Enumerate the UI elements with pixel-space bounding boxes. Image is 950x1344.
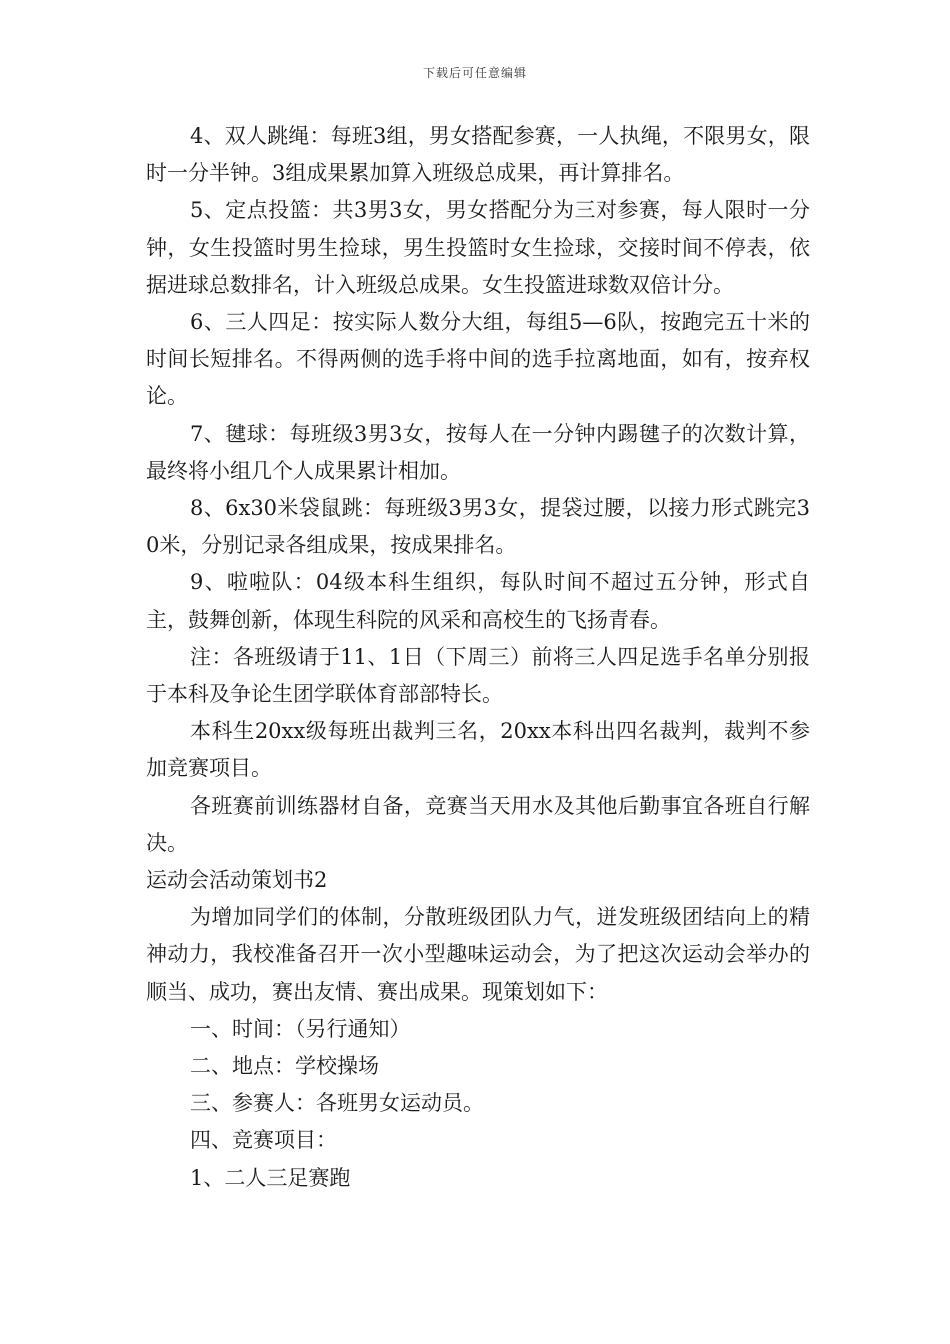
paragraph-event-1: 1、二人三足赛跑 bbox=[190, 1165, 351, 1190]
paragraph-events-heading: 四、竞赛项目： bbox=[190, 1128, 337, 1153]
paragraph-cheerleading: 9、啦啦队：04级本科生组织，每队时间不超过五分钟，形式自主，鼓舞创新，体现生科院的风采和高校生的飞扬青春。 bbox=[146, 570, 810, 632]
paragraph-sack-race: 8、6x30米袋鼠跳：每班级3男3女，提袋过腰，以接力形式跳完30米，分别记录各组成果，按成果排名。 bbox=[146, 496, 810, 558]
paragraph-shuttlecock: 7、毽球：每班级3男3女，按每人在一分钟内踢毽子的次数计算，最终将小组几个人成果累计相加。 bbox=[146, 421, 810, 483]
page-header: 下载后可任意编辑 bbox=[422, 66, 527, 80]
section-heading: 运动会活动策划书2 bbox=[146, 868, 328, 893]
document-body bbox=[146, 118, 810, 1197]
paragraph-intro: 为增加同学们的体制，分散班级团队力气，迸发班级团结向上的精神动力，我校准备召开一次小型趣味运动会，为了把这次运动会举办的顺当、成功，赛出友情、赛出成果。现策划如下： bbox=[146, 905, 810, 1004]
paragraph-note: 注：各班级请于11、1日（下周三）前将三人四足选手名单分别报于本科及争论生团学联体育部部特长。 bbox=[146, 644, 810, 707]
paragraph-three-person-four-legs: 6、三人四足：按实际人数分大组，每组5—6队，按跑完五十米的时间长短排名。不得两侧的选手将中间的选手拉离地面，如有，按弃权论。 bbox=[146, 310, 810, 409]
paragraph-referees: 本科生20xx级每班出裁判三名，20xx本科出四名裁判，裁判不参加竞赛项目。 bbox=[146, 719, 810, 781]
paragraph-location: 二、地点：学校操场 bbox=[190, 1054, 379, 1079]
paragraph-time: 一、时间：（另行通知） bbox=[190, 1016, 411, 1041]
paragraph-participants: 三、参赛人：各班男女运动员。 bbox=[190, 1091, 484, 1116]
paragraph-equipment: 各班赛前训练器材自备，竞赛当天用水及其他后勤事宜各班自行解决。 bbox=[146, 793, 810, 855]
paragraph-fixed-point-shooting: 5、定点投篮：共3男3女，男女搭配分为三对参赛，每人限时一分钟，女生投篮时男生捡球，男生投篮时女生捡球，交接时间不停表，依据进球总数排名，计入班级总成果。女生投篮进球数双倍计分。 bbox=[146, 198, 810, 297]
paragraph-double-rope-skipping: 4、双人跳绳：每班3组，男女搭配参赛，一人执绳，不限男女，限时一分半钟。3组成果累加算入班级总成果，再计算排名。 bbox=[146, 124, 810, 186]
